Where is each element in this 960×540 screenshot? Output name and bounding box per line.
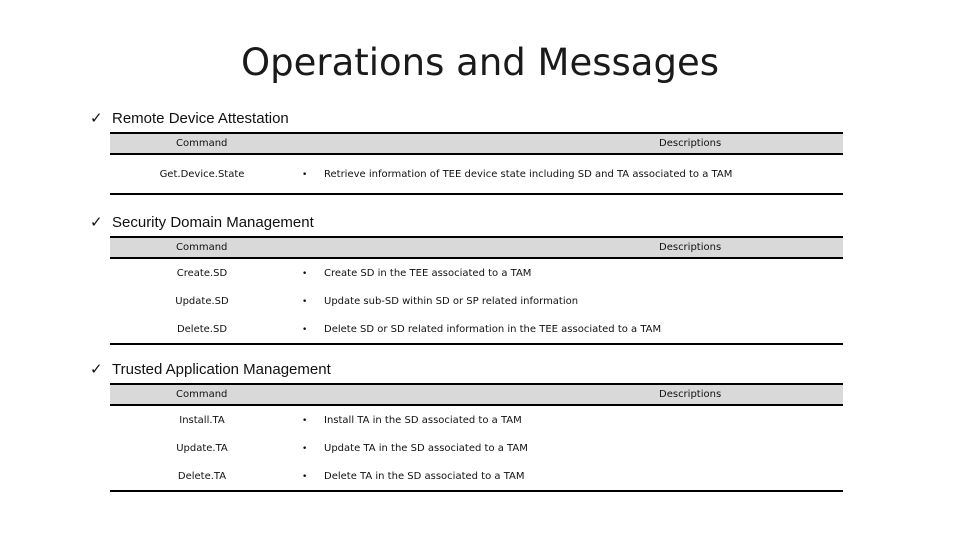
section-heading-label: Trusted Application Management — [112, 361, 331, 378]
column-header-command: Command — [110, 384, 294, 405]
checkmark-icon: ✓ — [90, 361, 103, 378]
command-cell: Get.Device.State — [110, 154, 294, 194]
description-text: Create SD in the TEE associated to a TAM — [324, 267, 532, 279]
slide-title: Operations and Messages — [241, 41, 719, 84]
command-cell: Install.TA — [179, 414, 225, 426]
table-row — [110, 434, 843, 462]
command-cell: Delete.TA — [110, 462, 294, 491]
column-header-descriptions: Descriptions — [294, 237, 843, 258]
description-cell — [294, 154, 843, 194]
bullet-icon: • — [302, 415, 308, 426]
section-heading-security-domain-management — [90, 213, 314, 233]
table-row — [110, 405, 843, 434]
security-domain-management-table — [110, 236, 843, 345]
table-header-row — [110, 237, 843, 258]
description-cell — [294, 434, 843, 462]
description-text: Install TA in the SD associated to a TAM — [324, 414, 522, 426]
command-cell: Delete.SD — [110, 315, 294, 344]
checkmark-icon: ✓ — [90, 214, 103, 231]
description-cell — [294, 315, 843, 344]
bullet-icon: • — [302, 443, 308, 454]
description-cell — [294, 462, 843, 491]
checkmark-icon: ✓ — [90, 110, 103, 127]
column-header-descriptions: Descriptions — [294, 133, 843, 154]
table-row — [110, 287, 843, 315]
bullet-icon: • — [302, 324, 308, 335]
section-heading-remote-device-attestation — [90, 109, 289, 129]
table-row — [110, 315, 843, 344]
command-cell: Create.SD — [176, 267, 228, 279]
remote-device-attestation-table — [110, 132, 843, 195]
section-heading-label: Remote Device Attestation — [112, 110, 289, 127]
column-header-command: Command — [110, 133, 294, 154]
description-text: Update TA in the SD associated to a TAM — [324, 442, 528, 454]
bullet-icon: • — [302, 268, 308, 279]
description-text: Delete TA in the SD associated to a TAM — [324, 470, 525, 482]
description-text: Delete SD or SD related information in the TEE associated to a TAM — [324, 323, 662, 335]
description-text: Update sub-SD within SD or SP related information — [324, 295, 579, 307]
description-cell — [294, 287, 843, 315]
table-row — [110, 462, 843, 491]
bullet-icon: • — [302, 471, 308, 482]
column-header-command: Command — [110, 237, 294, 258]
table-row — [110, 258, 843, 287]
column-header-descriptions: Descriptions — [294, 384, 843, 405]
table-header-row — [110, 384, 843, 405]
table-row — [110, 154, 843, 194]
table-header-row — [110, 133, 843, 154]
description-cell — [294, 258, 843, 287]
section-heading-trusted-application-management — [90, 360, 331, 380]
bullet-icon: • — [302, 169, 308, 180]
bullet-icon: • — [302, 296, 308, 307]
command-cell: Update.SD — [175, 295, 229, 307]
command-cell: Update.TA — [176, 442, 228, 454]
description-cell — [294, 405, 843, 434]
section-heading-label: Security Domain Management — [112, 214, 314, 231]
description-text: Retrieve information of TEE device state including SD and TA associated to a TAM — [324, 168, 733, 180]
trusted-application-management-table — [110, 383, 843, 492]
